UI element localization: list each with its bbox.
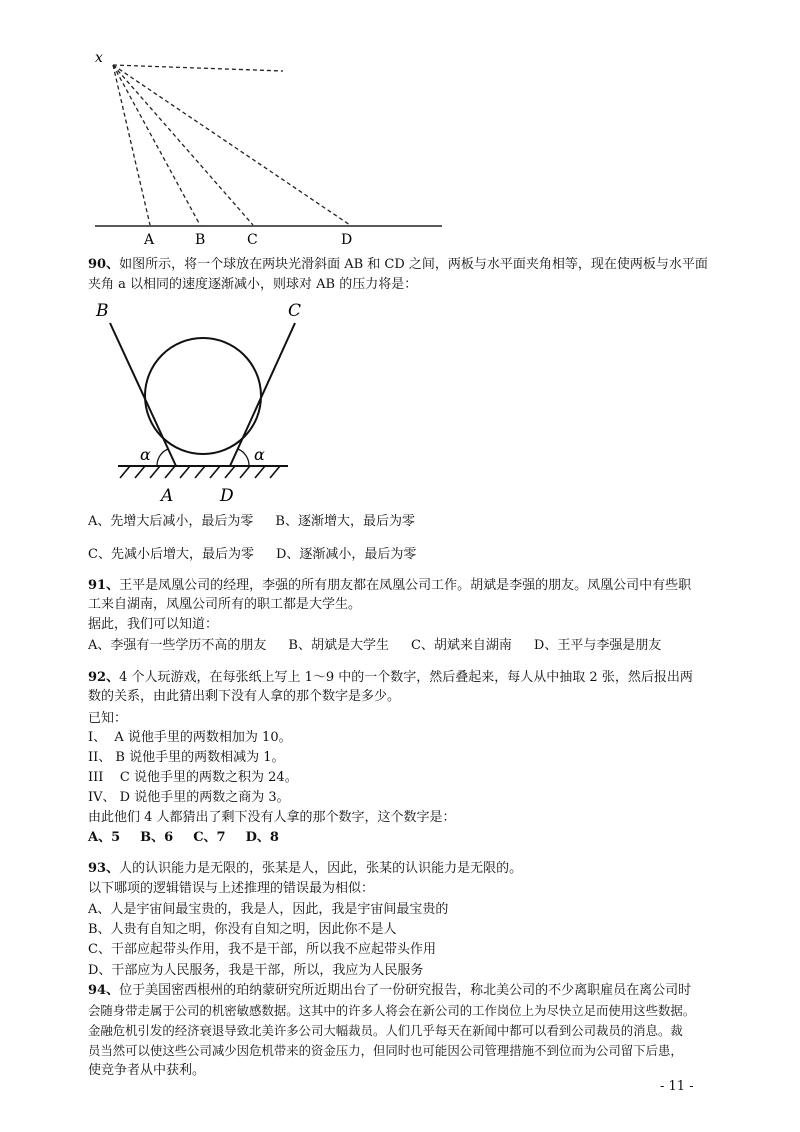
q93-option-a: A、人是宇宙间最宝贵的，我是人，因此，我是宇宙间最宝贵的: [88, 902, 449, 917]
dashed-line-d: [113, 65, 350, 225]
q92-option-c: C、7: [193, 830, 226, 845]
point-a-label: A: [161, 486, 174, 506]
q91-options: [88, 636, 661, 656]
dashed-line-a: [113, 65, 150, 225]
q90-option-c: C、先减小后增大，最后为零: [88, 547, 254, 562]
q90-option-d: D、逐渐减小，最后为零: [275, 547, 417, 562]
q92-line2: 数的关系，由此猜出剩下没有人拿的那个数字是多少。: [88, 689, 401, 704]
q90-text-1: 如图所示，将一个球放在两块光滑斜面 AB 和 CD 之间，两板与水平面夹角相等，现在使两板与水平面: [119, 257, 708, 272]
q93-option-d: D、干部应为人民服务，我是干部，所以，我应为人民服务: [88, 963, 424, 978]
q94-line3: 金融危机引发的经济衰退导致北美许多公司大幅裁员。人们几乎每天在新闻中都可以看到公司裁员的消息。裁: [88, 1023, 683, 1038]
q93-number: 93、: [88, 861, 120, 876]
trajectory-figure: [85, 45, 455, 250]
q94-line1: [88, 981, 691, 1001]
q92-option-d: D、8: [245, 830, 279, 845]
q91-option-d: D、王平与李强是朋友: [533, 638, 662, 653]
q90-line1: [88, 255, 708, 275]
page-number: - 11 -: [660, 1079, 694, 1094]
q93-text-1: 人的认识能力是无限的，张某是人，因此，张某的认识能力是无限的。: [119, 861, 523, 876]
ground-hatching: [120, 466, 280, 478]
q93-option-c: C、干部应起带头作用，我不是干部，所以我不应起带头作用: [88, 942, 436, 957]
q93-option-b: B、人贵有自知之明，你没有自知之明，因此你不是人: [88, 922, 397, 937]
alpha-left-label: α: [140, 445, 151, 464]
q94-text-1: 位于美国密西根州的珀纳蒙研究所近期出台了一份研究报告，称北美公司的不少离职雇员在离公司时: [119, 983, 692, 998]
q91-option-a: A、李强有一些学历不高的朋友: [88, 638, 267, 653]
q90-number: 90、: [88, 257, 120, 272]
label-b: B: [195, 232, 206, 248]
q92-option-b: B、6: [140, 830, 174, 845]
q92-item-2: II、 B 说他手里的两数相减为 1。: [88, 750, 285, 765]
q91-option-b: B、胡斌是大学生: [288, 638, 389, 653]
angle-arc-right: [238, 449, 249, 466]
q93-line1: [88, 859, 522, 879]
q92-text-1: 4 个人玩游戏，在每张纸上写上 1～9 中的一个数字，然后叠起来，每人从中抽取 2 张，然后报出两: [119, 670, 693, 685]
plane-c-label: C: [288, 301, 302, 321]
q94-line2: 会随身带走属于公司的机密敏感数据。这其中的许多人将会在新公司的工作岗位上为尽快立足而使用这些数据。: [88, 1003, 696, 1018]
q90-options-row2: [88, 545, 416, 565]
q90-line2: 夹角 a 以相同的速度逐渐减小，则球对 AB 的压力将是：: [88, 277, 418, 292]
label-d: D: [341, 232, 353, 248]
q92-conclusion: 由此他们 4 人都猜出了剩下没有人拿的那个数字，这个数字是：: [88, 810, 456, 825]
q94-line4: 员当然可以使这些公司减少因危机带来的资金压力，但同时也可能因公司管理措施不到位而为公司留下后患，: [88, 1043, 683, 1058]
q94-number: 94、: [88, 983, 120, 998]
q92-options: [88, 828, 279, 848]
q91-line1: [88, 576, 691, 596]
q90-option-a: A、先增大后减小，最后为零: [88, 514, 254, 529]
q90-options-row1: [88, 512, 415, 532]
q92-item-4: IV、 D 说他手里的两数之商为 3。: [88, 790, 290, 805]
q92-number: 92、: [88, 670, 120, 685]
q92-item-1: I、 A 说他手里的两数相加为 10。: [88, 730, 292, 745]
q90-option-b: B、逐渐增大，最后为零: [275, 514, 415, 529]
q94-line5: 使竞争者从中获利。: [88, 1063, 206, 1078]
q91-line3: 据此，我们可以知道：: [88, 617, 219, 632]
point-x-label: x: [95, 50, 103, 66]
q92-option-a: A、5: [88, 830, 121, 845]
dashed-line-horizontal: [113, 65, 283, 71]
plane-b-label: B: [96, 301, 109, 321]
ball: [145, 338, 261, 454]
angle-arc-left: [157, 449, 168, 466]
q91-option-c: C、胡斌来自湖南: [410, 638, 512, 653]
q91-number: 91、: [88, 578, 120, 593]
q93-line2: 以下哪项的逻辑错误与上述推理的错误最为相似：: [88, 881, 375, 896]
q92-line1: [88, 668, 693, 688]
alpha-right-label: α: [254, 445, 265, 464]
ball-incline-figure: [90, 298, 305, 508]
q92-known: 已知：: [88, 711, 128, 726]
label-a: A: [144, 232, 155, 248]
point-d-label: D: [220, 486, 234, 506]
q92-item-3: III C 说他手里的两数之积为 24。: [88, 770, 298, 785]
dashed-line-b: [113, 65, 200, 225]
label-c: C: [247, 232, 258, 248]
q91-text-1: 王平是凤凰公司的经理，李强的所有朋友都在凤凰公司工作。胡斌是李强的朋友。凤凰公司中有些职: [119, 578, 692, 593]
q91-line2: 工来自湖南，凤凰公司所有的职工都是大学生。: [88, 597, 362, 612]
